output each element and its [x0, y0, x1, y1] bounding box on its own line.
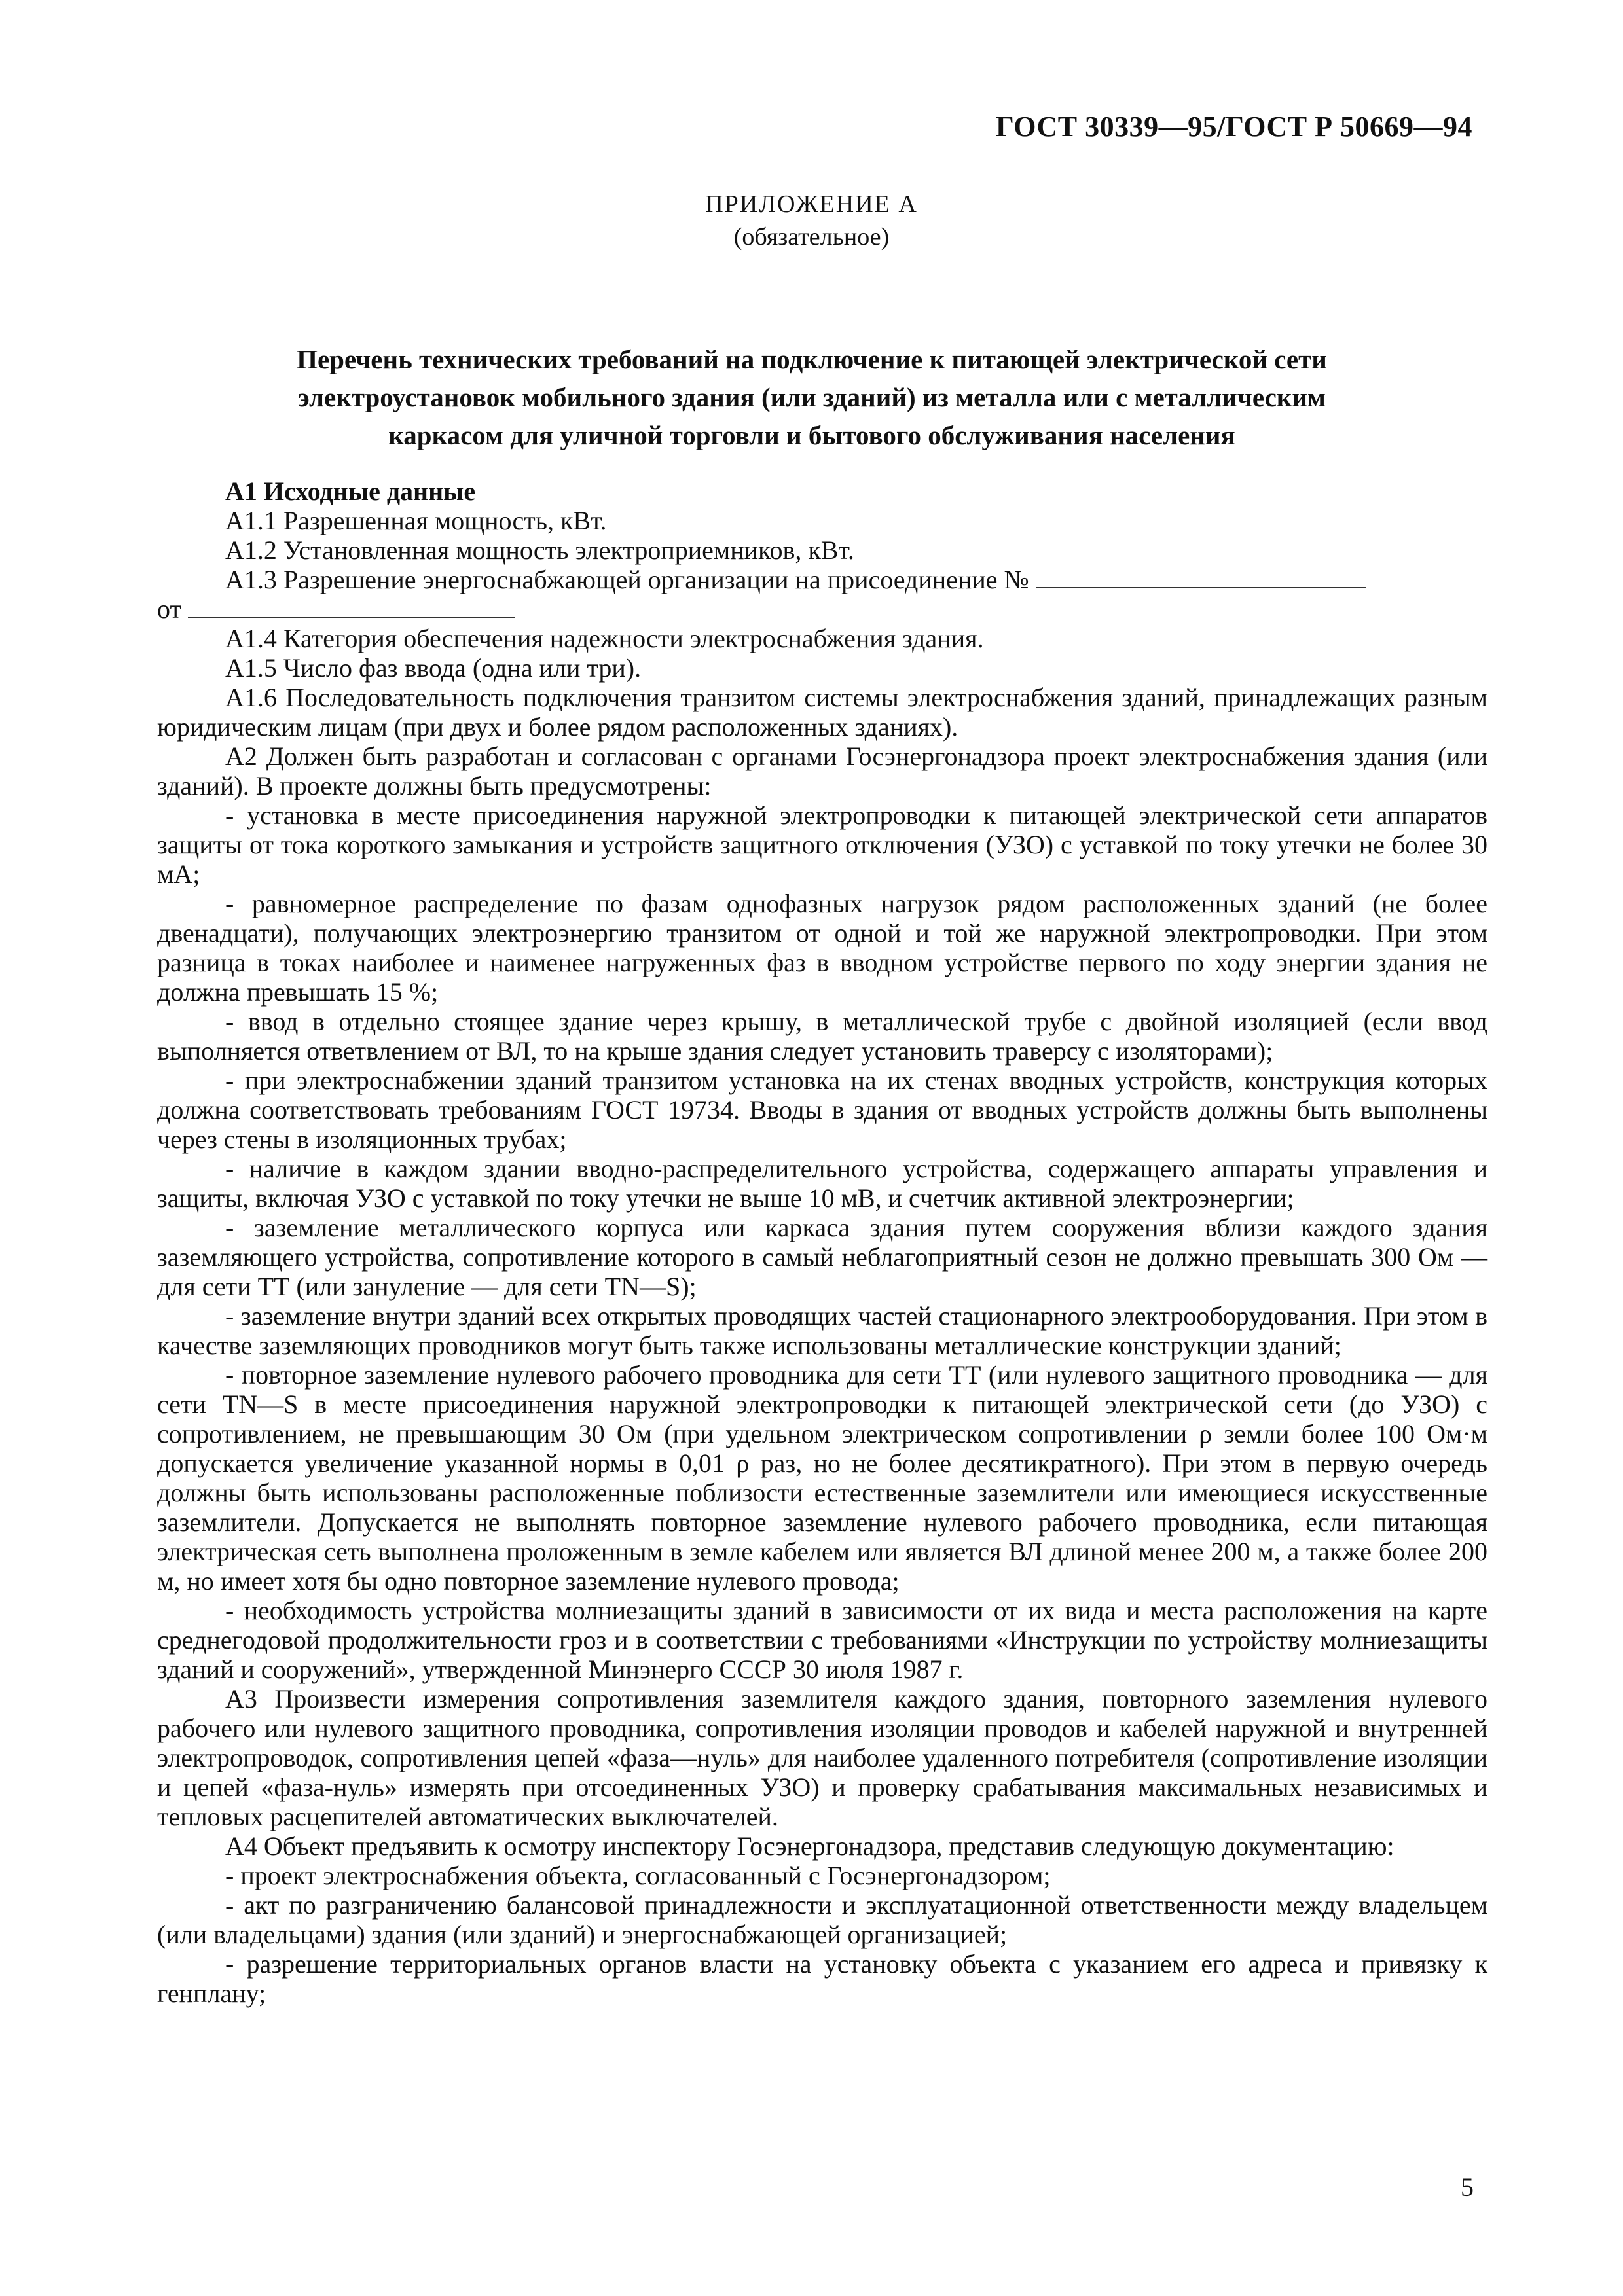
permit-number-blank: [1036, 567, 1366, 588]
list-item: - повторное заземление нулевого рабочего проводника для сети ТТ (или нулевого защитного проводника — для сети TN—S в месте присоединения наружной электропроводки к питающей электрической сети (до УЗО) с сопротивлением, не превышающим 30 Ом (при удельном электрическом сопротивлении ρ земли более 100 Ом·м допускается увеличение указанной нормы в 0,01 ρ раз, но не более десятикратного). При этом в первую очередь должны быть использованы расположенные поблизости естественные заземлители или имеющиеся искусственные заземлители. Допускается не выполнять повторное заземление нулевого рабочего проводника, если питающая электрическая сеть выполнена проложенным в земле кабелем или является ВЛ длиной менее 200 м, а также более 200 м, но имеет хотя бы одно повторное заземление нулевого провода;: [157, 1360, 1487, 1596]
list-item: - наличие в каждом здании вводно-распределительного устройства, содержащего аппараты управления и защиты, включая УЗО с уставкой по току утечки не выше 10 мВ, и счетчик активной электроэнергии;: [157, 1154, 1487, 1213]
list-item: - необходимость устройства молниезащиты зданий в зависимости от их вида и места расположения на карте среднегодовой продолжительности гроз и в соответствии с требованиями «Инструкции по устройству молниезащиты зданий и сооружений», утвержденной Минэнерго СССР 30 июля 1987 г.: [157, 1596, 1487, 1684]
permit-date-blank: [188, 597, 515, 618]
list-item: - при электроснабжении зданий транзитом установка на их стенах вводных устройств, конструкция которых должна соответствовать требованиям ГОСТ 19734. Вводы в здания от вводных устройств должны быть выполнены через стены в изоляционных трубах;: [157, 1066, 1487, 1154]
list-item: - равномерное распределение по фазам однофазных нагрузок рядом расположенных зданий (не более двенадцати), получающих электроэнергию транзитом от одной и той же наружной электропроводки. При этом разница в токах наиболее и наименее нагруженных фаз в вводном устройстве первого по ходу энергии здания не должна превышать 15 %;: [157, 889, 1487, 1007]
list-item: - установка в месте присоединения наружной электропроводки к питающей электрической сети аппаратов защиты от тока короткого замыкания и устройств защитного отключения (УЗО) с уставкой по току утечки не более 30 мА;: [157, 800, 1487, 889]
list-item: - ввод в отдельно стоящее здание через крышу, в металлической трубе с двойной изоляцией (если ввод выполняется ответвлением от ВЛ, то на крыше здания следует установить траверсу с изоляторами);: [157, 1007, 1487, 1066]
document-title: [196, 340, 1427, 454]
date-from-label: от: [157, 594, 181, 624]
list-item: - акт по разграничению балансовой принадлежности и эксплуатационной ответственности между владельцем (или владельцами) здания (или зданий) и энергоснабжающей организацией;: [157, 1890, 1487, 1949]
paragraph-a1-1: А1.1 Разрешенная мощность, кВт.: [225, 506, 607, 535]
paragraph-a1-6: А1.6 Последовательность подключения транзитом системы электроснабжения зданий, принадлежащих разным юридическим лицам (при двух и более рядом расположенных зданиях).: [157, 683, 1487, 742]
paragraph-a1-3-date: [157, 594, 1487, 624]
section-heading-a1: А1 Исходные данные: [225, 476, 476, 506]
paragraph-a1-5: А1.5 Число фаз ввода (одна или три).: [225, 653, 642, 683]
standard-number: ГОСТ 30339—95/ГОСТ Р 50669—94: [995, 111, 1472, 143]
document-body: [157, 476, 1487, 2008]
paragraph-a1-3-text: А1.3 Разрешение энергоснабжающей организации на присоединение №: [225, 565, 1029, 594]
page-number: 5: [1461, 2172, 1474, 2202]
list-item: - проект электроснабжения объекта, согласованный с Госэнергонадзором;: [225, 1861, 1051, 1890]
paragraph-a1-3: [157, 565, 1487, 594]
document-title-line: каркасом для уличной торговли и бытового обслуживания населения: [388, 420, 1235, 450]
appendix-title: ПРИЛОЖЕНИЕ А: [705, 190, 918, 218]
list-item: - заземление металлического корпуса или каркаса здания путем сооружения вблизи каждого здания заземляющего устройства, сопротивление которого в самый неблагоприятный сезон не должно превышать 300 Ом — для сети ТТ (или зануление — для сети TN—S);: [157, 1213, 1487, 1301]
list-item: - заземление внутри зданий всех открытых проводящих частей стационарного электрооборудования. При этом в качестве заземляющих проводников могут быть также использованы металлические конструкции зданий;: [157, 1301, 1487, 1360]
paragraph-a3: А3 Произвести измерения сопротивления заземлителя каждого здания, повторного заземления нулевого рабочего или нулевого защитного проводника, сопротивления изоляции проводов и кабелей наружной и внутренней электропроводок, сопротивления цепей «фаза—нуль» для наиболее удаленного потребителя (сопротивление изоляции и цепей «фаза-нуль» измерять при отсоединенных УЗО) и проверку срабатывания максимальных независимых и тепловых расцепителей автоматических выключателей.: [157, 1684, 1487, 1831]
document-title-line: электроустановок мобильного здания (или зданий) из металла или с металлическим: [298, 382, 1326, 412]
paragraph-a4: А4 Объект предъявить к осмотру инспектору Госэнергонадзора, представив следующую документацию:: [225, 1831, 1395, 1861]
list-item: - разрешение территориальных органов власти на установку объекта с указанием его адреса и привязку к генплану;: [157, 1949, 1487, 2008]
paragraph-a1-2: А1.2 Установленная мощность электроприемников, кВт.: [225, 535, 854, 565]
paragraph-a1-4: А1.4 Категория обеспечения надежности электроснабжения здания.: [225, 624, 984, 653]
paragraph-a2: А2 Должен быть разработан и согласован с органами Госэнергонадзора проект электроснабжения здания (или зданий). В проекте должны быть предусмотрены:: [157, 742, 1487, 800]
appendix-subtitle: (обязательное): [733, 223, 890, 251]
document-title-line: Перечень технических требований на подключение к питающей электрической сети: [297, 344, 1327, 374]
